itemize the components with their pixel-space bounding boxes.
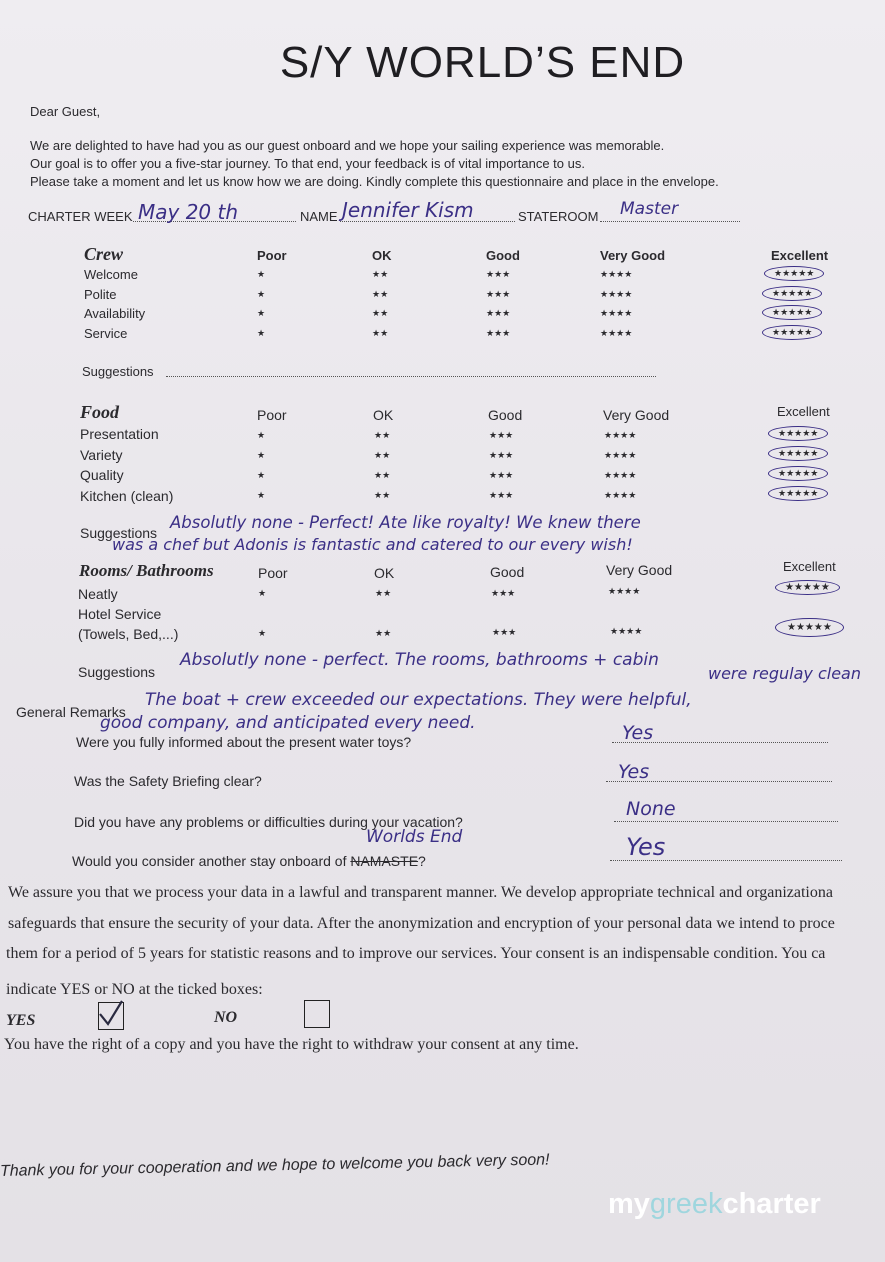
privacy-line-4: indicate YES or NO at the ticked boxes: [6, 981, 263, 998]
star-rating-option[interactable]: ★★ [374, 490, 391, 500]
intro-line-1: We are delighted to have had you as our guest onboard and we hope your sailing experience was memorable. [30, 138, 665, 153]
question-problems: Did you have any problems or difficulties during your vacation? [74, 814, 463, 830]
name-label: NAME [300, 209, 338, 224]
food-col-good: Good [488, 407, 523, 423]
food-col-excellent: Excellent [777, 404, 830, 419]
food-item-quality: Quality [80, 467, 124, 483]
page-title: S/Y WORLD’S END [279, 38, 686, 87]
star-rating-option[interactable]: ★★★★ [600, 289, 633, 299]
question-stay-again-text: Would you consider another stay onboard of [72, 853, 351, 869]
star-rating-option[interactable]: ★★★★ [600, 328, 633, 338]
general-remarks-line-1[interactable]: The boat + crew exceeded our expectations. They were helpful, [145, 690, 692, 710]
star-rating-selected[interactable]: ★★★★★ [762, 286, 822, 301]
checkmark-icon [97, 999, 125, 1029]
star-rating-option[interactable]: ★★ [372, 328, 389, 338]
star-rating-option[interactable]: ★ [257, 450, 266, 460]
crew-col-good: Good [486, 248, 520, 263]
answer-water-toys[interactable]: Yes [622, 722, 654, 744]
answer-problems[interactable]: None [626, 798, 676, 820]
food-item-kitchen: Kitchen (clean) [80, 488, 174, 504]
star-rating-option[interactable]: ★★ [372, 308, 389, 318]
star-rating-option[interactable]: ★★★★ [604, 470, 637, 480]
logo-greek: greek [649, 1188, 723, 1220]
watermark-logo [608, 1188, 821, 1221]
struck-boat-name: NAMASTE [350, 853, 419, 869]
star-rating-option[interactable]: ★★★ [486, 269, 511, 279]
rooms-suggestions-line-2[interactable]: were regulay clean [708, 664, 861, 683]
general-remarks-label: General Remarks [16, 704, 126, 720]
food-suggestions-label: Suggestions [80, 525, 158, 541]
star-rating-selected[interactable]: ★★★★★ [762, 325, 822, 340]
rooms-suggestions-line-1[interactable]: Absolutly none - perfect. The rooms, bathrooms + cabin [180, 650, 659, 670]
star-rating-selected[interactable]: ★★★★★ [768, 446, 828, 461]
star-rating-option[interactable]: ★★★★ [604, 490, 637, 500]
crew-item-welcome: Welcome [84, 267, 138, 282]
food-col-very-good: Very Good [603, 407, 670, 423]
crew-item-availability: Availability [84, 306, 146, 321]
crew-suggestions-label: Suggestions [82, 364, 154, 379]
consent-no-checkbox[interactable] [304, 1000, 330, 1028]
star-rating-option[interactable]: ★★★★ [608, 586, 641, 596]
crew-col-poor: Poor [257, 248, 287, 263]
star-rating-option[interactable]: ★★ [372, 269, 389, 279]
rooms-col-very-good: Very Good [606, 562, 673, 578]
crew-col-excellent: Excellent [771, 248, 829, 263]
intro-line-2: Our goal is to offer you a five-star journey. To that end, your feedback is of vital importance to us. [30, 156, 585, 171]
star-rating-option[interactable]: ★★★ [489, 490, 514, 500]
star-rating-option[interactable]: ★★★ [489, 470, 514, 480]
privacy-line-2: safeguards that ensure the security of your data. After the anonymization and encryption of your personal data we intend to proce [8, 915, 835, 932]
star-rating-option[interactable]: ★ [258, 588, 267, 598]
food-item-presentation: Presentation [80, 426, 159, 442]
star-rating-option[interactable]: ★★★★ [610, 626, 643, 636]
food-suggestions-line-1[interactable]: Absolutly none - Perfect! Ate like royalty! We knew there [170, 513, 641, 532]
star-rating-selected[interactable]: ★★★★★ [768, 426, 828, 441]
star-rating-option[interactable]: ★ [258, 628, 267, 638]
star-rating-option[interactable]: ★★ [375, 588, 392, 598]
star-rating-option[interactable]: ★★★ [486, 289, 511, 299]
star-rating-option[interactable]: ★★ [374, 430, 391, 440]
star-rating-selected[interactable]: ★★★★★ [764, 266, 824, 281]
stateroom-label: STATEROOM [518, 209, 599, 224]
rooms-col-poor: Poor [258, 565, 288, 581]
answer-safety-briefing[interactable]: Yes [618, 761, 650, 783]
intro-line-3: Please take a moment and let us know how we are doing. Kindly complete this questionnaire and place in the envelope. [30, 174, 719, 189]
star-rating-option[interactable]: ★ [257, 430, 266, 440]
star-rating-selected[interactable]: ★★★★★ [762, 305, 822, 320]
star-rating-option[interactable]: ★★ [372, 289, 389, 299]
stateroom-value[interactable]: Master [620, 199, 679, 219]
greeting: Dear Guest, [30, 104, 101, 119]
rooms-col-good: Good [490, 564, 525, 580]
consent-no-label: NO [214, 1009, 238, 1026]
star-rating-selected[interactable]: ★★★★★ [775, 618, 844, 637]
star-rating-option[interactable]: ★★★ [486, 308, 511, 318]
rooms-item-hotel-service-detail: (Towels, Bed,...) [78, 626, 179, 642]
star-rating-option[interactable]: ★★★ [491, 588, 516, 598]
crew-suggestions-field[interactable] [166, 374, 656, 377]
rooms-item-neatly: Neatly [78, 586, 118, 602]
rooms-col-ok: OK [374, 565, 395, 581]
crew-item-polite: Polite [84, 287, 117, 302]
star-rating-option[interactable]: ★★★★ [600, 308, 633, 318]
star-rating-selected[interactable]: ★★★★★ [768, 486, 828, 501]
rooms-heading: Rooms/ Bathrooms [79, 561, 214, 580]
star-rating-selected[interactable]: ★★★★★ [768, 466, 828, 481]
star-rating-option[interactable]: ★★★ [489, 430, 514, 440]
consent-yes-checkbox[interactable] [98, 1002, 124, 1030]
logo-my: my [608, 1188, 650, 1220]
star-rating-option[interactable]: ★ [257, 308, 266, 318]
star-rating-option[interactable]: ★★★ [489, 450, 514, 460]
food-col-poor: Poor [257, 407, 287, 423]
boat-name-correction[interactable]: Worlds End [366, 827, 463, 847]
star-rating-option[interactable]: ★ [257, 289, 266, 299]
question-stay-again-suffix: ? [418, 853, 426, 869]
logo-charter: charter [722, 1188, 821, 1220]
star-rating-option[interactable]: ★★★★ [604, 430, 637, 440]
question-stay-again [72, 853, 426, 869]
crew-col-ok: OK [372, 248, 392, 263]
star-rating-option[interactable]: ★ [257, 269, 266, 279]
food-col-ok: OK [373, 407, 394, 423]
star-rating-option[interactable]: ★★ [375, 628, 392, 638]
food-suggestions-line-2[interactable]: was a chef but Adonis is fantastic and catered to our every wish! [112, 535, 633, 554]
food-item-variety: Variety [80, 447, 123, 463]
crew-item-service: Service [84, 326, 128, 341]
star-rating-option[interactable]: ★ [257, 328, 266, 338]
crew-heading: Crew [84, 244, 124, 264]
privacy-line-3: them for a period of 5 years for statistic reasons and to improve our services. Your consent is an indispensable condition. You ca [6, 945, 826, 962]
food-heading: Food [80, 402, 120, 422]
crew-col-very-good: Very Good [600, 248, 666, 263]
charter-week-label: CHARTER WEEK [28, 209, 133, 224]
star-rating-selected[interactable]: ★★★★★ [775, 580, 840, 595]
rights-text: You have the right of a copy and you have the right to withdraw your consent at any time. [4, 1036, 579, 1053]
charter-week-value[interactable]: May 20 th [138, 200, 239, 224]
consent-yes-label: YES [6, 1012, 36, 1029]
star-rating-option[interactable]: ★★ [374, 470, 391, 480]
star-rating-option[interactable]: ★★★★ [600, 269, 633, 279]
star-rating-option[interactable]: ★★★ [492, 627, 517, 637]
rooms-col-excellent: Excellent [783, 559, 836, 574]
name-value[interactable]: Jennifer Kism [342, 198, 474, 222]
rooms-suggestions-label: Suggestions [78, 664, 156, 680]
closing-text: Thank you for your cooperation and we hope to welcome you back very soon! [0, 1151, 550, 1180]
stateroom-line [600, 219, 740, 222]
privacy-line-1: We assure you that we process your data in a lawful and transparent manner. We develop appropriate technical and organizationa [8, 884, 833, 901]
answer-stay-again[interactable]: Yes [626, 833, 666, 861]
general-remarks-line-2[interactable]: good company, and anticipated every need. [100, 713, 476, 733]
question-water-toys: Were you fully informed about the present water toys? [76, 734, 412, 750]
star-rating-option[interactable]: ★★ [374, 450, 391, 460]
star-rating-option[interactable]: ★★★ [486, 328, 511, 338]
star-rating-option[interactable]: ★★★★ [604, 450, 637, 460]
star-rating-option[interactable]: ★ [257, 470, 266, 480]
star-rating-option[interactable]: ★ [257, 490, 266, 500]
rooms-item-hotel-service: Hotel Service [78, 606, 162, 622]
question-safety-briefing: Was the Safety Briefing clear? [74, 773, 262, 789]
